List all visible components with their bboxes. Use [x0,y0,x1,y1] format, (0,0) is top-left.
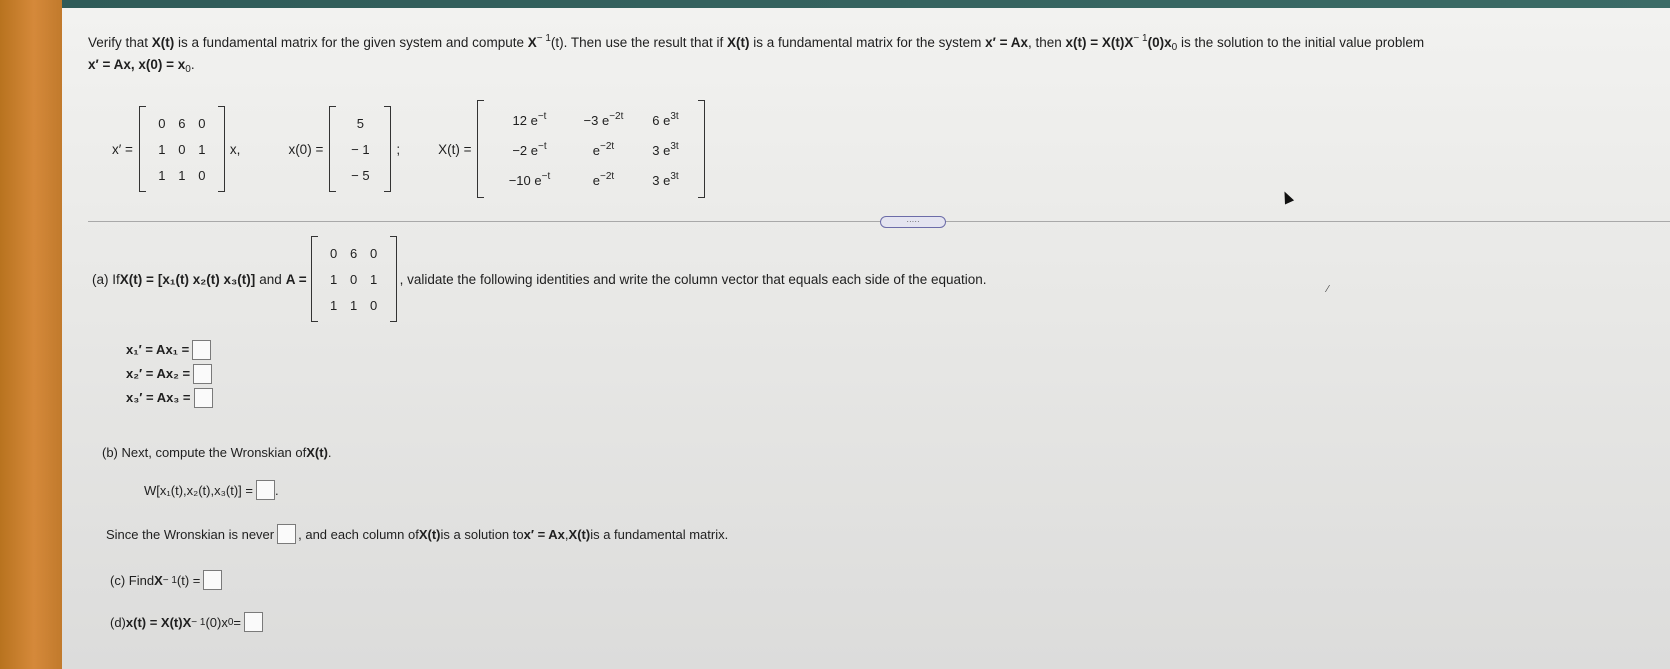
intro-solution: (0)x [1147,35,1172,50]
intro-text: , then [1028,35,1066,50]
part-a-columns: [x₁(t) x₂(t) x₃(t)] [157,271,256,287]
identity-row-3 [126,386,213,410]
since-text: , [564,526,569,542]
part-d-sub: 0 [227,616,234,628]
initial-condition-grid [336,106,384,192]
wronskian-end: . [274,482,279,498]
fundamental-matrix-label: X(t) = [438,141,472,157]
x0-cell: 5 [356,115,364,131]
answer-box-never[interactable] [277,524,296,544]
ivp-end: . [190,57,195,72]
since-text: Since the Wronskian is never [106,526,275,542]
wronskian-expr: W[x₁(t),x₂(t),x₃(t)] = [144,482,253,498]
part-a-matrix-grid [318,236,390,322]
intro-sup: − 1 [536,33,551,44]
Aa-cell: 0 [350,271,358,287]
part-d-eq: = [233,614,241,630]
x0-cell: − 1 [351,141,370,157]
part-a-A-label: A = [285,271,307,287]
Aa-cell: 1 [370,271,378,287]
identity-row-1 [126,338,213,362]
A-cell: 0 [198,115,206,131]
since-system: x′ = Ax [523,526,565,542]
problem-statement [88,26,1648,75]
intro-sup: − 1 [1133,33,1148,44]
intro-Xinv: X [527,35,537,50]
identity-lhs: x₂′ = Ax₂ = [126,366,191,381]
part-d-expr: x(t) = X(t)X [125,614,192,630]
intro-sub: 0 [1171,42,1178,53]
X-cell: −3 $e^{-2t}$ [583,110,624,128]
screen-bezel-left [0,0,62,669]
since-text: is a fundamental matrix. [590,526,729,542]
part-c-prompt [110,570,222,590]
A-cell: 0 [198,167,206,183]
system-suffix: x, [229,141,241,157]
part-b-Xt: X(t) [306,445,328,460]
initial-condition-suffix: ; [396,141,401,157]
screen-glare-mark: ⁄ [1327,284,1329,295]
X-cell: 3 $e^{3t}$ [652,170,679,188]
X-cell: $e^{-2t}$ [592,140,615,158]
part-a-lead: (a) If [92,271,120,287]
fundamental-matrix-grid [484,100,698,198]
question-panel [62,8,1670,669]
A-cell: 1 [158,167,166,183]
part-b-text: (b) Next, compute the Wronskian of [102,445,307,460]
part-c-X: X [154,572,163,588]
X-cell: 3 $e^{3t}$ [652,140,679,158]
intro-Xt: X(t) [727,35,750,50]
identity-list [126,338,213,410]
intro-solution: x(t) = X(t)X [1065,35,1134,50]
intro-Xt: X(t) [151,35,175,50]
screen-bezel-top [62,0,1670,8]
part-c-sup: − 1 [162,574,177,586]
Aa-cell: 1 [350,297,358,313]
since-text: is a solution to [440,526,524,542]
part-d-sup: − 1 [191,616,206,628]
Aa-cell: 1 [330,297,338,313]
problem-line-2 [88,52,195,83]
part-a-prompt [92,236,987,322]
mouse-cursor-icon [1280,189,1294,204]
coefficient-matrix [139,106,225,192]
wronskian-row [144,480,279,500]
section-divider [88,221,1670,222]
expand-handle[interactable]: ····· [880,216,946,228]
intro-text: (t). Then use the result that if [550,35,728,50]
part-b-end: . [327,445,332,460]
since-Xt: X(t) [568,526,591,542]
intro-text: is a fundamental matrix for the given system and compute [174,35,528,50]
identity-lhs: x₃′ = Ax₃ = [126,390,191,405]
answer-box-inverse[interactable] [203,570,222,590]
A-cell: 1 [178,167,186,183]
Aa-cell: 0 [330,245,338,261]
ivp-sub: 0 [185,64,191,75]
given-system [112,100,705,198]
X-cell: $e^{-2t}$ [592,170,615,188]
ivp-text: x′ = Ax, x(0) = x [88,57,186,72]
Aa-cell: 0 [370,297,378,313]
initial-condition-label: x(0) = [288,141,324,157]
X-cell: −2 $e^{-t}$ [512,140,547,158]
A-cell: 0 [178,141,186,157]
fundamental-matrix [477,100,705,198]
part-d-tail: (0)x [205,614,228,630]
part-c-text: (c) Find [110,572,155,588]
answer-box-x3[interactable] [194,388,213,408]
part-b-prompt [102,445,332,460]
A-cell: 6 [178,115,186,131]
A-cell: 1 [198,141,206,157]
part-a-matrix [311,236,397,322]
system-lhs: x′ = [112,141,133,157]
X-cell: 6 $e^{3t}$ [652,110,679,128]
X-cell: 12 $e^{-t}$ [512,110,547,128]
coefficient-matrix-grid [146,106,218,192]
answer-box-x1[interactable] [192,340,211,360]
part-d-text: (d) [110,614,126,630]
part-c-tail: (t) = [176,572,201,588]
since-Xt: X(t) [418,526,441,542]
initial-condition-vector [329,106,391,192]
intro-text: Verify that [88,35,152,50]
intro-system: x′ = Ax [985,35,1028,50]
identity-lhs: x₁′ = Ax₁ = [126,342,190,357]
Aa-cell: 1 [330,271,338,287]
answer-box-x2[interactable] [193,364,212,384]
X-cell: −10 $e^{-t}$ [508,170,551,188]
x0-cell: − 5 [351,167,370,183]
part-a-tail: , validate the following identities and write the column vector that equals each side of the equation. [399,271,987,287]
part-a-and: and [259,271,282,287]
part-d-prompt [110,612,263,632]
answer-box-wronskian[interactable] [256,480,275,500]
part-a-Xt: X(t) = [119,271,154,287]
since-text: , and each column of [298,526,419,542]
Aa-cell: 6 [350,245,358,261]
intro-text: is a fundamental matrix for the system [749,35,986,50]
since-statement [106,524,728,544]
problem-line-1 [88,26,1648,61]
intro-text: is the solution to the initial value problem [1177,35,1425,50]
A-cell: 1 [158,141,166,157]
A-cell: 0 [158,115,166,131]
answer-box-solution[interactable] [244,612,263,632]
Aa-cell: 0 [370,245,378,261]
identity-row-2 [126,362,213,386]
